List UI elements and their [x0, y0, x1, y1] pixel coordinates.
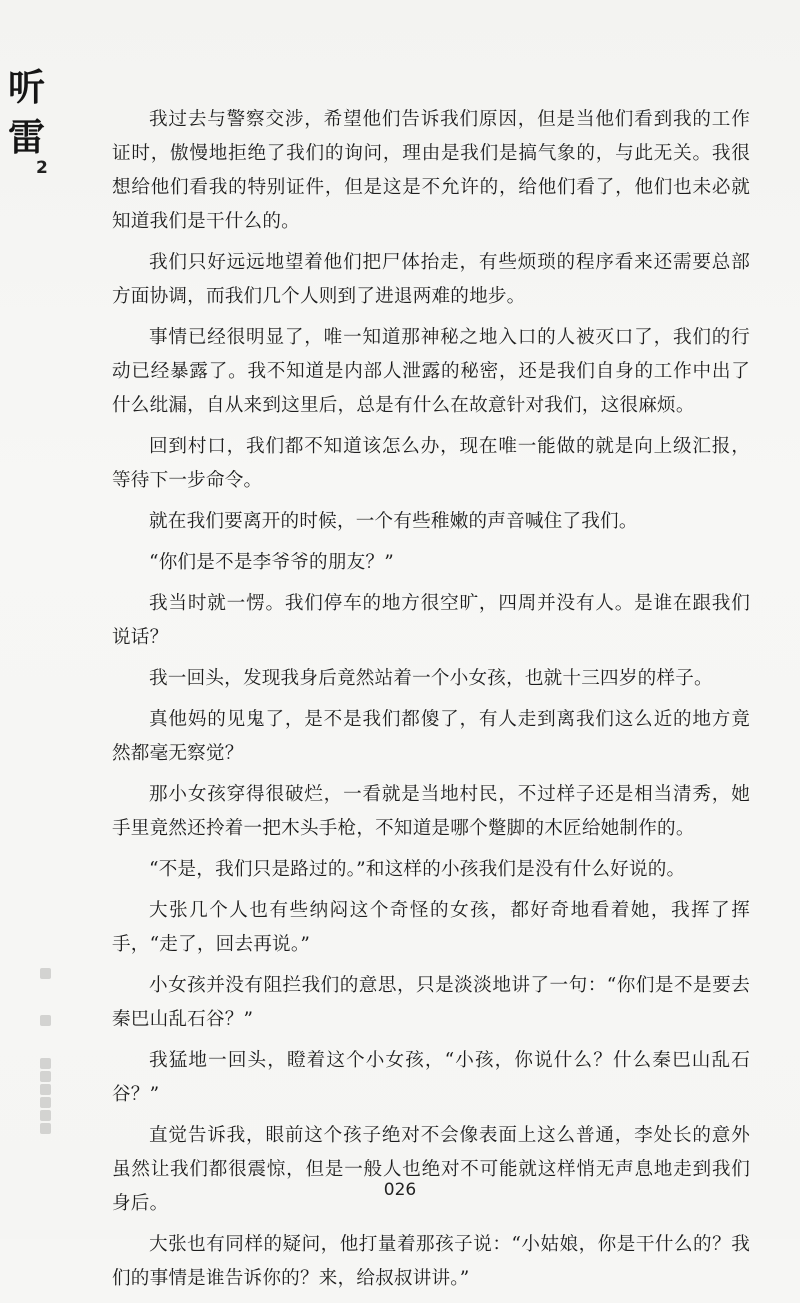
- book-title-char: 雷: [8, 115, 45, 159]
- volume-number: 2: [36, 158, 48, 178]
- body-text: [112, 103, 750, 1303]
- margin-decoration: [40, 1058, 54, 1140]
- paragraph: 我过去与警察交涉，希望他们告诉我们原因，但是当他们看到我的工作证时，傲慢地拒绝了我们的询问，理由是我们是搞气象的，与此无关。我很想给他们看我的特别证件，但是这是不允许的，给他们看了，他们也未必就知道我们是干什么的。: [112, 109, 750, 232]
- margin-decoration: [40, 1015, 54, 1027]
- paragraph: 大张几个人也有些纳闷这个奇怪的女孩，都好奇地看着她，我挥了挥手，“走了，回去再说。”: [112, 900, 750, 955]
- paragraph: 回到村口，我们都不知道该怎么办，现在唯一能做的就是向上级汇报，等待下一步命令。: [112, 436, 750, 491]
- margin-decoration: [40, 968, 54, 980]
- paragraph: “你们是不是李爷爷的朋友？”: [149, 552, 394, 573]
- paragraph: “不是，我们只是路过的。”和这样的小孩我们是没有什么好说的。: [149, 859, 686, 880]
- paragraph: 事情已经很明显了，唯一知道那神秘之地入口的人被灭口了，我们的行动已经暴露了。我不知道是内部人泄露的秘密，还是我们自身的工作中出了什么纰漏，自从来到这里后，总是有什么在故意针对我们，这很麻烦。: [112, 327, 750, 416]
- paragraph: 我们只好远远地望着他们把尸体抬走，有些烦琐的程序看来还需要总部方面协调，而我们几个人则到了进退两难的地步。: [112, 252, 750, 307]
- book-title: [8, 62, 74, 162]
- paragraph: 我一回头，发现我身后竟然站着一个小女孩，也就十三四岁的样子。: [149, 668, 713, 689]
- paragraph: 大张也有同样的疑问，他打量着那孩子说：“小姑娘，你是干什么的？我们的事情是谁告诉你的？来，给叔叔讲讲。”: [112, 1234, 750, 1289]
- paragraph: 我当时就一愣。我们停车的地方很空旷，四周并没有人。是谁在跟我们说话？: [112, 593, 750, 648]
- paragraph: 那小女孩穿得很破烂，一看就是当地村民，不过样子还是相当清秀，她手里竟然还拎着一把木头手枪，不知道是哪个蹩脚的木匠给她制作的。: [112, 784, 750, 839]
- paragraph: 小女孩并没有阻拦我们的意思，只是淡淡地讲了一句：“你们是不是要去秦巴山乱石谷？”: [112, 975, 750, 1030]
- paragraph: 真他妈的见鬼了，是不是我们都傻了，有人走到离我们这么近的地方竟然都毫无察觉？: [112, 709, 750, 764]
- book-title-char: 听: [8, 65, 45, 109]
- paragraph: 直觉告诉我，眼前这个孩子绝对不会像表面上这么普通，李处长的意外虽然让我们都很震惊，但是一般人也绝对不可能就这样悄无声息地走到我们身后。: [112, 1125, 750, 1214]
- paragraph: 就在我们要离开的时候，一个有些稚嫩的声音喊住了我们。: [149, 511, 638, 532]
- paragraph: 我猛地一回头，瞪着这个小女孩，“小孩，你说什么？什么秦巴山乱石谷？”: [112, 1050, 750, 1105]
- page-number: 026: [383, 1180, 417, 1200]
